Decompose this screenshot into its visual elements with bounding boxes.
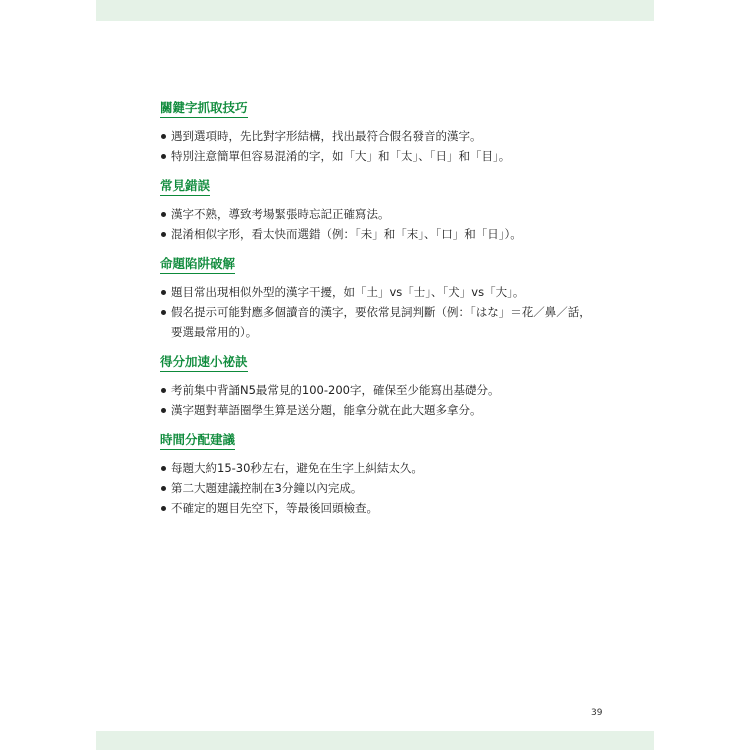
list-item: 混淆相似字形，看太快而選錯（例：「未」和「末」、「口」和「日」）。 [160, 224, 600, 244]
list-item: 每題大約15-30秒左右，避免在生字上糾結太久。 [160, 458, 600, 478]
list-item: 第二大題建議控制在3分鐘以內完成。 [160, 478, 600, 498]
list-item: 假名提示可能對應多個讀音的漢字，要依常見詞判斷（例：「はな」＝花／鼻／話，要選最常用的）。 [160, 302, 600, 342]
section-title: 命題陷阱破解 [160, 256, 235, 274]
bullet-list [160, 204, 600, 244]
page-content [160, 97, 600, 527]
bullet-list [160, 126, 600, 166]
section-trap-breaking [160, 253, 600, 342]
section-score-tips [160, 351, 600, 420]
section-title: 時間分配建議 [160, 432, 235, 450]
list-item: 漢字不熟，導致考場緊張時忘記正確寫法。 [160, 204, 600, 224]
bullet-list [160, 458, 600, 518]
bullet-list [160, 380, 600, 420]
section-time-allocation [160, 429, 600, 518]
list-item: 不確定的題目先空下，等最後回頭檢查。 [160, 498, 600, 518]
bullet-list [160, 282, 600, 342]
list-item: 考前集中背誦N5最常見的100-200字，確保至少能寫出基礎分。 [160, 380, 600, 400]
section-title: 關鍵字抓取技巧 [160, 100, 248, 118]
list-item: 遇到選項時，先比對字形結構，找出最符合假名發音的漢字。 [160, 126, 600, 146]
section-keyword-tips [160, 97, 600, 166]
list-item: 漢字題對華語圈學生算是送分題，能拿分就在此大題多拿分。 [160, 400, 600, 420]
bottom-decor-band [96, 731, 654, 750]
section-common-errors [160, 175, 600, 244]
section-title: 常見錯誤 [160, 178, 210, 196]
list-item: 題目常出現相似外型的漢字干擾，如「土」vs「士」、「犬」vs「大」。 [160, 282, 600, 302]
page-number: 39 [591, 708, 603, 718]
top-decor-band [96, 0, 654, 21]
list-item: 特別注意簡單但容易混淆的字，如「大」和「太」、「日」和「目」。 [160, 146, 600, 166]
section-title: 得分加速小祕訣 [160, 354, 248, 372]
